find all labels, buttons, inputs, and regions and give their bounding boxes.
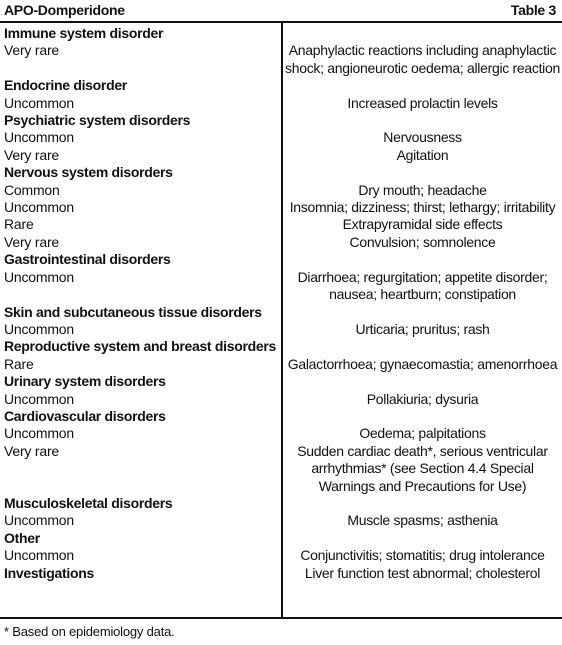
- table-row: [0, 216, 562, 233]
- category-row: [0, 251, 562, 268]
- category-heading: Other: [4, 529, 40, 546]
- frequency-cell: Very rare: [4, 233, 59, 250]
- category-row: [0, 338, 562, 355]
- category-row: [0, 77, 562, 94]
- effect-cell: Sudden cardiac death*, serious ventricular arrhythmias* (see Section 4.4 Special Warnings and Precautions for Use): [297, 442, 548, 494]
- category-heading: Urinary system disorders: [4, 373, 166, 390]
- frequency-cell: Rare: [4, 216, 34, 233]
- category-heading: Investigations: [4, 564, 94, 581]
- effect-cell: Liver function test abnormal; cholesterol: [304, 564, 541, 581]
- effect-cell: Nervousness: [383, 129, 462, 146]
- table-row: [0, 321, 562, 338]
- effect-cell: Convulsion; somnolence: [349, 233, 496, 250]
- category-row: [0, 164, 562, 181]
- table-row: [0, 199, 562, 216]
- effect-cell: Insomnia; dizziness; thirst; lethargy; irritability: [289, 199, 556, 216]
- effect-cell: Galactorrhoea; gynaecomastia; amenorrhoea: [287, 355, 558, 372]
- footnote: * Based on epidemiology data.: [4, 624, 175, 639]
- effect-cell: Diarrhoea; regurgitation; appetite disorder; nausea; heartburn; constipation: [297, 268, 548, 303]
- category-heading: Skin and subcutaneous tissue disorders: [4, 303, 262, 320]
- category-row: [0, 408, 562, 425]
- table-row: [0, 129, 562, 146]
- effect-cell: Dry mouth; headache: [358, 181, 487, 198]
- table-title: APO-Domperidone: [4, 2, 125, 18]
- table-row: [0, 443, 562, 495]
- category-heading: Musculoskeletal disorders: [4, 494, 173, 511]
- category-row: [0, 304, 562, 321]
- table-row: [0, 147, 562, 164]
- table-row: [0, 42, 562, 77]
- frequency-cell: Rare: [4, 355, 34, 372]
- category-heading: Immune system disorder: [4, 25, 164, 41]
- category-row: [0, 25, 562, 42]
- effect-cell: Oedema; palpitations: [359, 425, 486, 442]
- frequency-cell: Common: [4, 181, 60, 198]
- category-heading: Nervous system disorders: [4, 164, 173, 181]
- category-heading: Psychiatric system disorders: [4, 112, 191, 129]
- frequency-cell: Uncommon: [4, 94, 74, 111]
- frequency-cell: Very rare: [4, 442, 59, 459]
- frequency-cell: Very rare: [4, 42, 59, 59]
- category-row: [0, 495, 562, 512]
- category-heading: Reproductive system and breast disorders: [4, 338, 276, 355]
- table-row: [0, 512, 562, 529]
- frequency-cell: Uncommon: [4, 129, 74, 146]
- table-number: Table 3: [510, 2, 556, 18]
- frequency-cell: Uncommon: [4, 425, 74, 442]
- bottom-rule: [0, 617, 562, 619]
- effect-cell: Anaphylactic reactions including anaphylactic shock; angioneurotic oedema; allergic reaction: [285, 42, 560, 76]
- effect-cell: Agitation: [396, 146, 449, 163]
- table-row: [0, 425, 562, 442]
- table-row: [0, 269, 562, 304]
- table-row: [0, 547, 562, 564]
- table-row: [0, 391, 562, 408]
- effect-cell: Increased prolactin levels: [347, 94, 498, 111]
- effect-cell: Conjunctivitis; stomatitis; drug intolerance: [300, 547, 545, 564]
- table-body: [0, 25, 562, 582]
- category-heading: Endocrine disorder: [4, 77, 127, 94]
- effect-cell: Urticaria; pruritus; rash: [355, 320, 490, 337]
- category-row: [0, 530, 562, 547]
- frequency-cell: Very rare: [4, 146, 59, 163]
- table-row: [0, 95, 562, 112]
- frequency-cell: Uncommon: [4, 390, 74, 407]
- effect-cell: Pollakiuria; dysuria: [366, 390, 479, 407]
- table-row: [0, 234, 562, 251]
- category-heading: Cardiovascular disorders: [4, 407, 166, 424]
- table-row: [0, 182, 562, 199]
- category-heading: Gastrointestinal disorders: [4, 251, 171, 268]
- effect-cell: Extrapyramidal side effects: [342, 216, 503, 233]
- table-row: [0, 565, 562, 582]
- frequency-cell: Uncommon: [4, 547, 74, 564]
- frequency-cell: Uncommon: [4, 199, 74, 216]
- table-title-row: [0, 0, 562, 23]
- frequency-cell: Uncommon: [4, 268, 74, 285]
- effect-cell: Muscle spasms; asthenia: [347, 512, 498, 529]
- category-row: [0, 373, 562, 390]
- table-row: [0, 356, 562, 373]
- frequency-cell: Uncommon: [4, 320, 74, 337]
- category-row: [0, 112, 562, 129]
- frequency-cell: Uncommon: [4, 512, 74, 529]
